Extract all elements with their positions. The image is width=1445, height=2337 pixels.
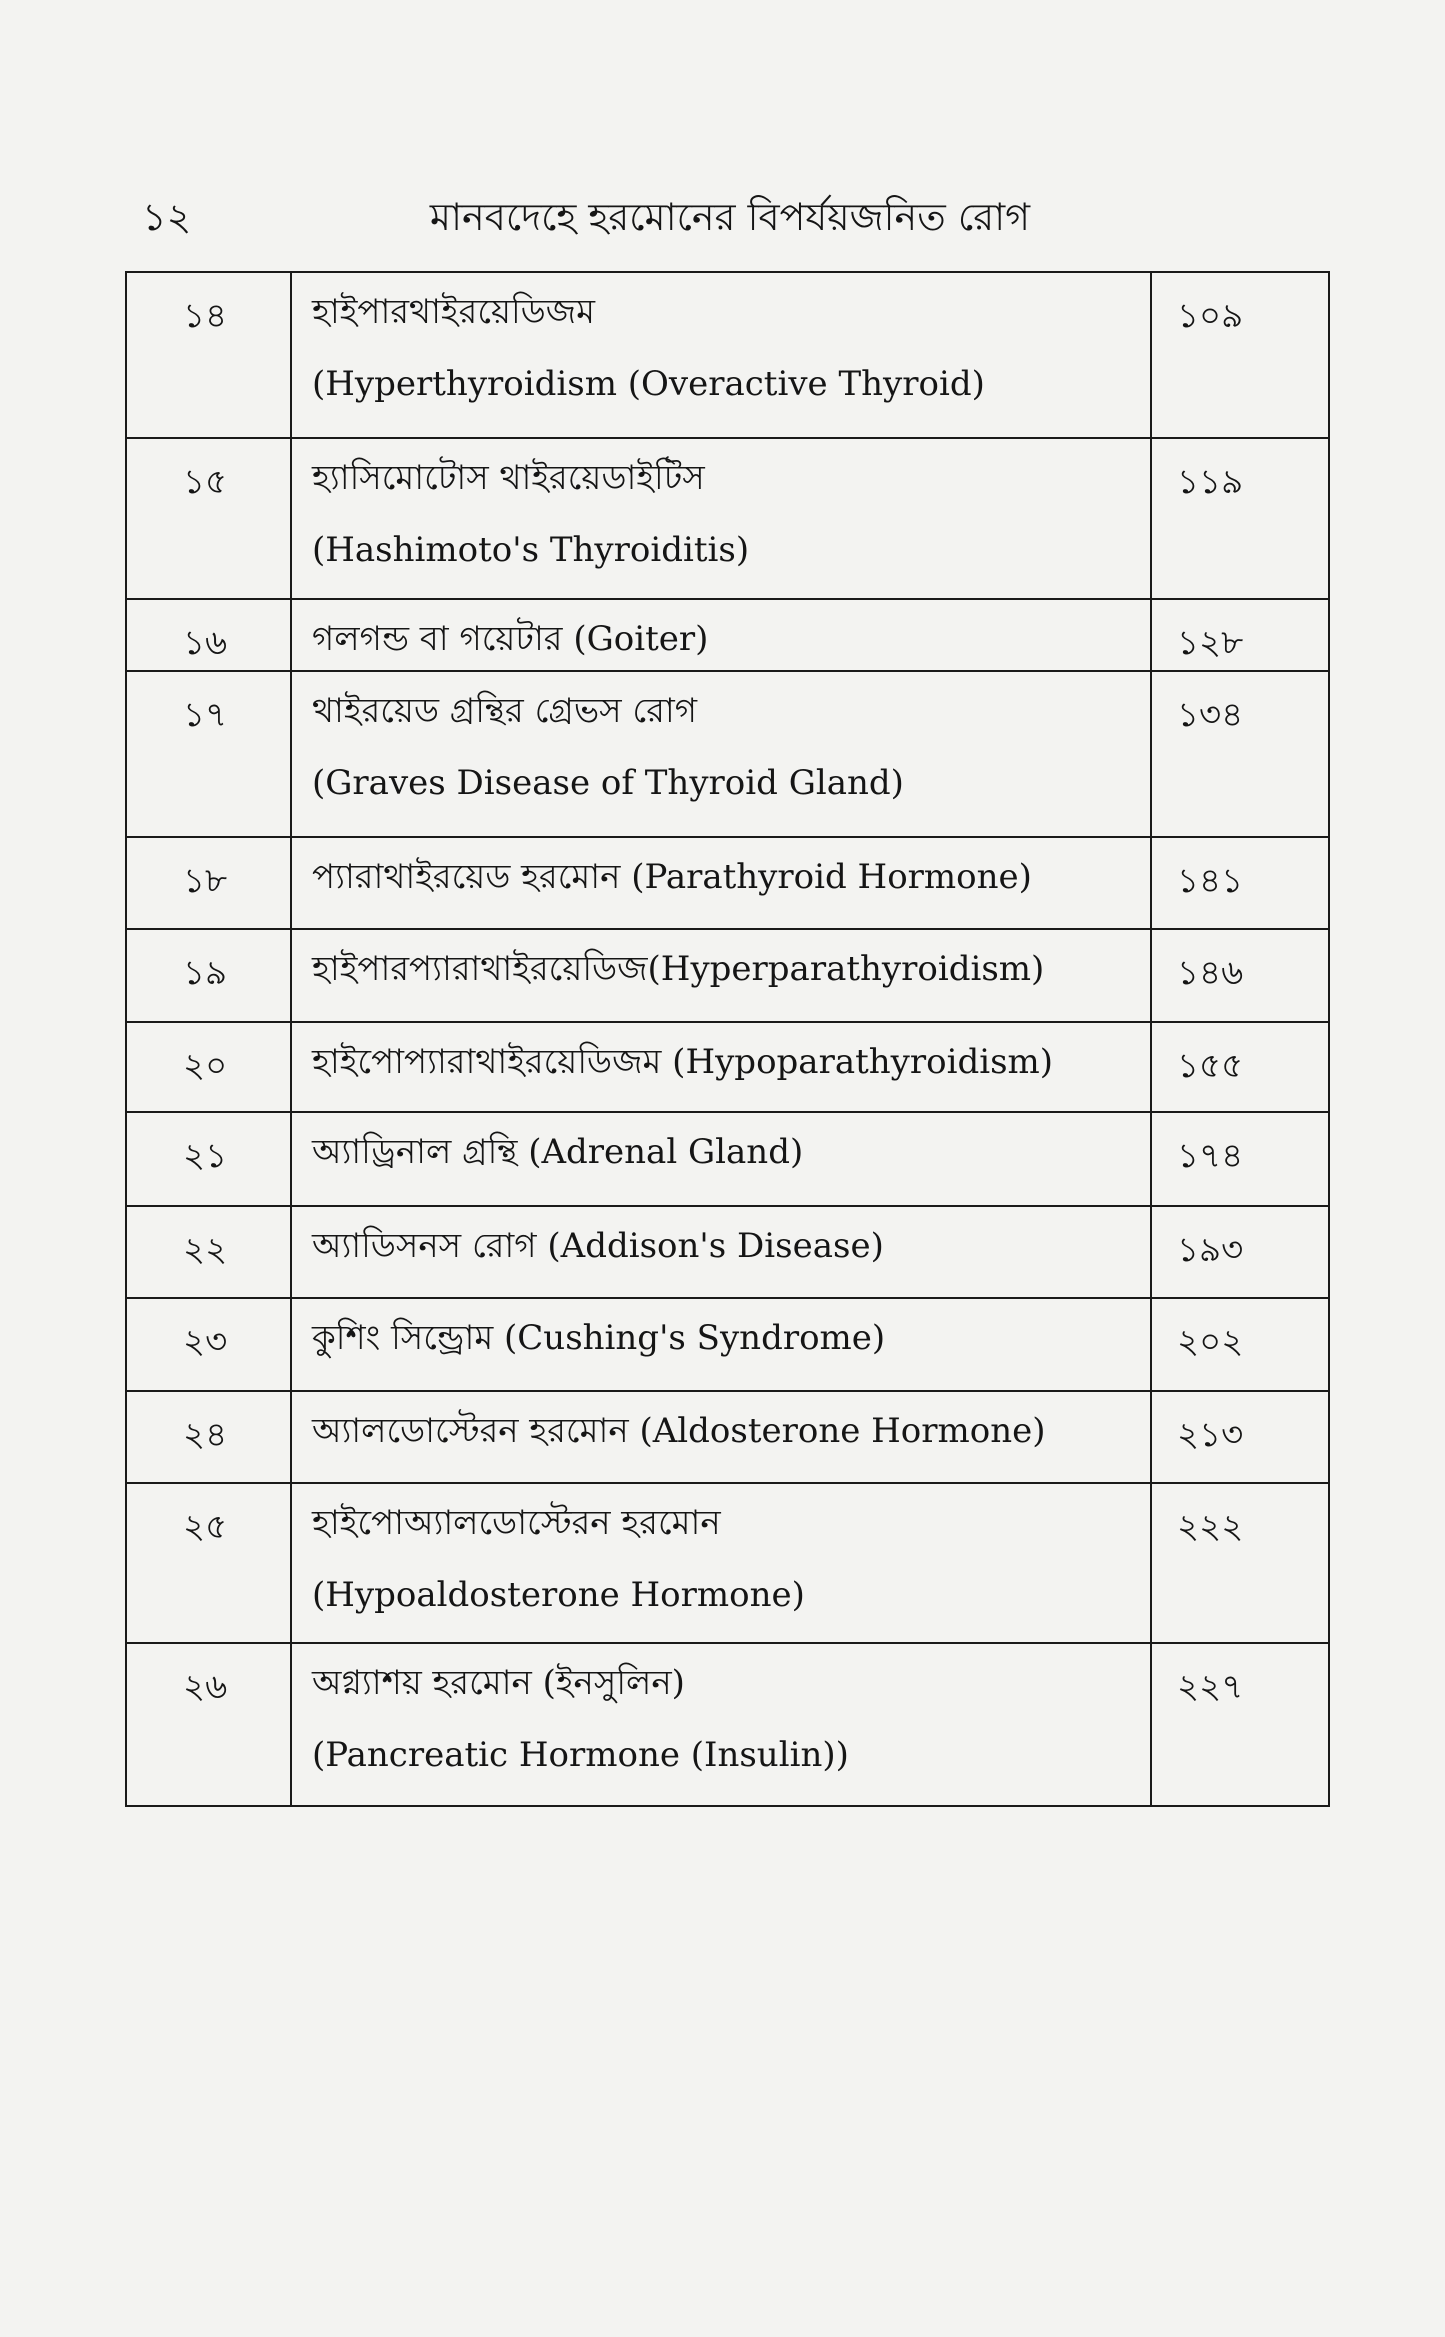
table-row bbox=[126, 929, 1329, 1022]
chapter-title-bengali: প্যারাথাইরয়েড হরমোন (Parathyroid Hormone) bbox=[312, 857, 1032, 897]
chapter-page: ১২৮ bbox=[1151, 599, 1329, 671]
chapter-title-bengali: অ্যাডিসনস রোগ (Addison's Disease) bbox=[312, 1226, 884, 1266]
chapter-title bbox=[291, 438, 1151, 599]
chapter-number: ১৬ bbox=[126, 599, 291, 671]
table-row bbox=[126, 671, 1329, 837]
chapter-page: ১৯৩ bbox=[1151, 1206, 1329, 1298]
page-number: ১২ bbox=[142, 195, 192, 239]
chapter-title bbox=[291, 1206, 1151, 1298]
chapter-number: ২১ bbox=[126, 1112, 291, 1206]
chapter-page: ১৪১ bbox=[1151, 837, 1329, 929]
chapter-title-bengali: অ্যাড্রিনাল গ্রন্থি (Adrenal Gland) bbox=[312, 1132, 804, 1172]
chapter-title-english: (Hashimoto's Thyroiditis) bbox=[312, 530, 750, 570]
chapter-title-bengali: কুশিং সিন্ড্রোম (Cushing's Syndrome) bbox=[312, 1318, 886, 1358]
chapter-title bbox=[291, 1112, 1151, 1206]
chapter-title bbox=[291, 671, 1151, 837]
chapter-title bbox=[291, 1022, 1151, 1112]
chapter-number: ২০ bbox=[126, 1022, 291, 1112]
chapter-number: ১৫ bbox=[126, 438, 291, 599]
chapter-page: ১৩৪ bbox=[1151, 671, 1329, 837]
table-row bbox=[126, 438, 1329, 599]
chapter-title bbox=[291, 837, 1151, 929]
chapter-page: ১০৯ bbox=[1151, 272, 1329, 438]
running-title: মানবদেহে হরমোনের বিপর্যয়জনিত রোগ bbox=[429, 195, 1031, 239]
chapter-page: ২০২ bbox=[1151, 1298, 1329, 1391]
chapter-title-english: (Pancreatic Hormone (Insulin)) bbox=[312, 1735, 849, 1775]
chapter-title-english: (Hypoaldosterone Hormone) bbox=[312, 1575, 805, 1615]
chapter-number: ১৮ bbox=[126, 837, 291, 929]
table-row bbox=[126, 599, 1329, 671]
chapter-title-bengali: গলগন্ড বা গয়েটার (Goiter) bbox=[312, 619, 709, 659]
table-row bbox=[126, 1298, 1329, 1391]
chapter-title-bengali: হাইপারথাইরয়েডিজম bbox=[312, 292, 596, 332]
chapter-page: ২২৭ bbox=[1151, 1643, 1329, 1806]
chapter-title-english: (Hyperthyroidism (Overactive Thyroid) bbox=[312, 364, 985, 404]
contents-table bbox=[125, 271, 1330, 1807]
table-row bbox=[126, 272, 1329, 438]
chapter-title bbox=[291, 1483, 1151, 1643]
chapter-number: ১৯ bbox=[126, 929, 291, 1022]
chapter-number: ২৪ bbox=[126, 1391, 291, 1483]
chapter-number: ২৫ bbox=[126, 1483, 291, 1643]
table-row bbox=[126, 1206, 1329, 1298]
chapter-number: ২৩ bbox=[126, 1298, 291, 1391]
chapter-page: ১৪৬ bbox=[1151, 929, 1329, 1022]
chapter-title-bengali: হাইপারপ্যারাথাইরয়েডিজ(Hyperparathyroidism) bbox=[312, 949, 1045, 989]
chapter-number: ১৪ bbox=[126, 272, 291, 438]
chapter-title bbox=[291, 1298, 1151, 1391]
table-row bbox=[126, 837, 1329, 929]
chapter-title-bengali: অ্যালডোস্টেরন হরমোন (Aldosterone Hormone) bbox=[312, 1411, 1046, 1451]
chapter-page: ১১৯ bbox=[1151, 438, 1329, 599]
chapter-page: ২১৩ bbox=[1151, 1391, 1329, 1483]
chapter-number: ২৬ bbox=[126, 1643, 291, 1806]
chapter-number: ১৭ bbox=[126, 671, 291, 837]
chapter-number: ২২ bbox=[126, 1206, 291, 1298]
chapter-title-bengali: থাইরয়েড গ্রন্থির গ্রেভস রোগ bbox=[312, 691, 698, 731]
table-row bbox=[126, 1112, 1329, 1206]
chapter-page: ১৫৫ bbox=[1151, 1022, 1329, 1112]
chapter-title-bengali: হ্যাসিমোটোস থাইরয়েডাইটিস bbox=[312, 458, 705, 498]
chapter-title-bengali: হাইপোপ্যারাথাইরয়েডিজম (Hypoparathyroidism) bbox=[312, 1042, 1054, 1082]
chapter-title bbox=[291, 1643, 1151, 1806]
chapter-title-english: (Graves Disease of Thyroid Gland) bbox=[312, 763, 904, 803]
table-row bbox=[126, 1643, 1329, 1806]
chapter-title bbox=[291, 1391, 1151, 1483]
chapter-title-bengali: অগ্ন্যাশয় হরমোন (ইনসুলিন) bbox=[312, 1663, 685, 1703]
table-row bbox=[126, 1022, 1329, 1112]
chapter-title bbox=[291, 599, 1151, 671]
chapter-title bbox=[291, 929, 1151, 1022]
table-row bbox=[126, 1483, 1329, 1643]
table-row bbox=[126, 1391, 1329, 1483]
chapter-title-bengali: হাইপোঅ্যালডোস্টেরন হরমোন bbox=[312, 1503, 721, 1543]
chapter-page: ২২২ bbox=[1151, 1483, 1329, 1643]
chapter-page: ১৭৪ bbox=[1151, 1112, 1329, 1206]
chapter-title bbox=[291, 272, 1151, 438]
